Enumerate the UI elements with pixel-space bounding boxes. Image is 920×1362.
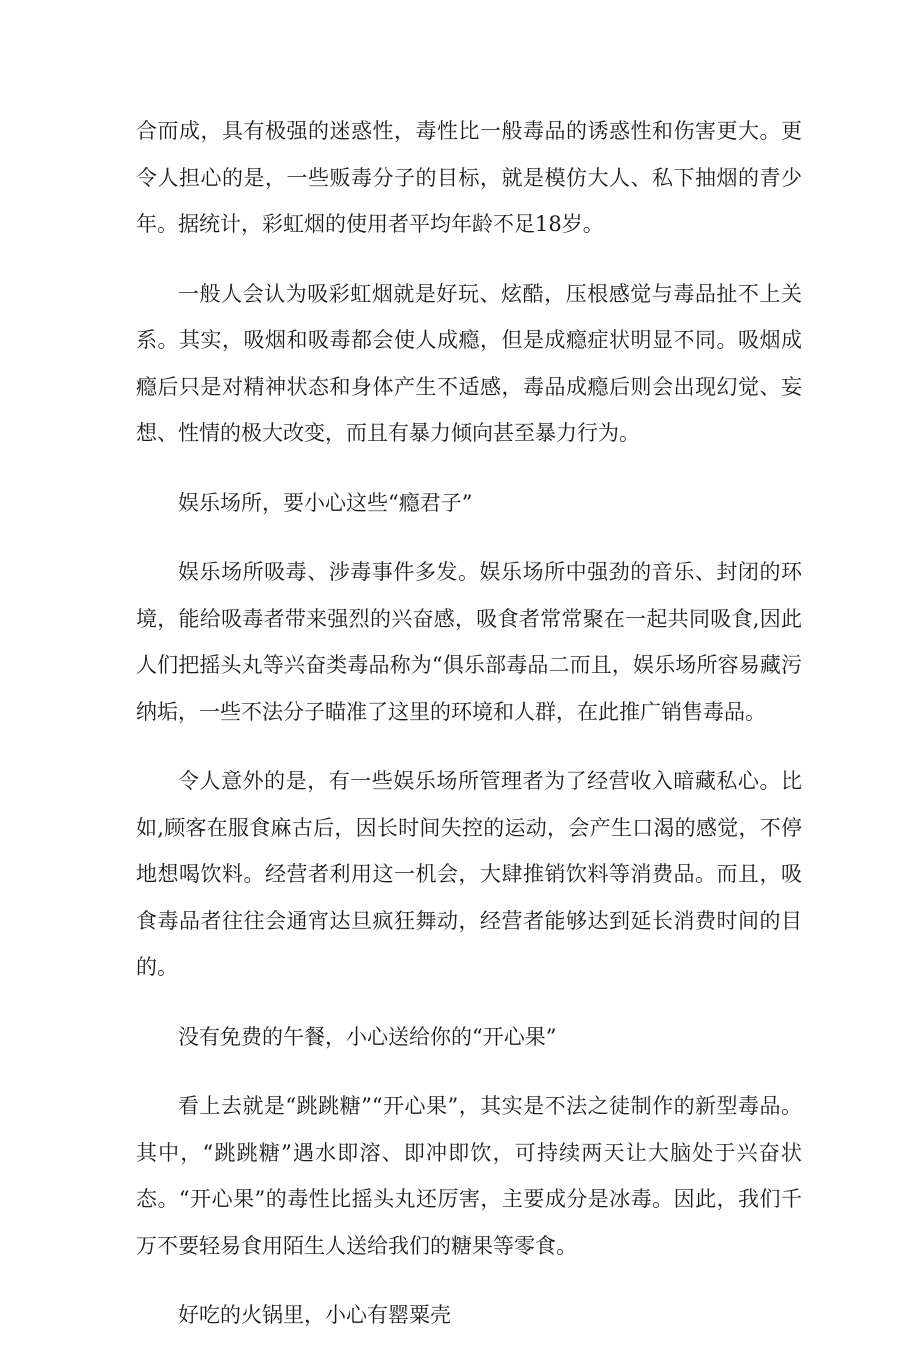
paragraph-candy-drugs: 看上去就是“跳跳糖”“开心果”，其实是不法之徒制作的新型毒品。其中，“跳跳糖”遇水即溶、即冲即饮，可持续两天让大脑处于兴奋状态。“开心果”的毒性比摇头丸还厉害，主要成分是冰毒。因此，我们千万不要轻易食用陌生人送给我们的糖果等零食。 xyxy=(136,1094,802,1258)
document-body xyxy=(136,108,802,1362)
section-heading-hotpot: 好吃的火锅里，小心有罂粟壳 xyxy=(178,1303,451,1327)
paragraph-venue-managers: 令人意外的是，有一些娱乐场所管理者为了经营收入暗藏私心。比如,顾客在服食麻古后，因长时间失控的运动，会产生口渴的感觉，不停地想喝饮料。经营者利用这一机会，大肆推销饮料等消费品。而且，吸食毒品者往往会通宵达旦疯狂舞动，经营者能够达到延长消费时间的目的。 xyxy=(136,769,802,979)
paragraph-continuation: 合而成，具有极强的迷惑性，毒性比一般毒品的诱惑性和伤害更大。更令人担心的是，一些贩毒分子的目标，就是模仿大人、私下抽烟的青少年。据统计，彩虹烟的使用者平均年龄不足18岁。 xyxy=(136,119,802,236)
section-heading-free-lunch: 没有免费的午餐，小心送给你的“开心果” xyxy=(178,1024,557,1049)
section-heading-entertainment-venues: 娱乐场所，要小心这些“瘾君子” xyxy=(178,490,473,515)
paragraph-venue-drug-use: 娱乐场所吸毒、涉毒事件多发。娱乐场所中强劲的音乐、封闭的环境，能给吸毒者带来强烈的兴奋感，吸食者常常聚在一起共同吸食,因此人们把摇头丸等兴奋类毒品称为“俱乐部毒品二而且，娱乐场所容易藏污纳垢，一些不法分子瞄准了这里的环境和人群，在此推广销售毒品。 xyxy=(136,560,802,724)
paragraph-rainbow-smoke: 一般人会认为吸彩虹烟就是好玩、炫酷，压根感觉与毒品扯不上关系。其实，吸烟和吸毒都会使人成瘾，但是成瘾症状明显不同。吸烟成瘾后只是对精神状态和身体产生不适感，毒品成瘾后则会出现幻觉、妄想、性情的极大改变，而且有暴力倾向甚至暴力行为。 xyxy=(136,281,802,445)
